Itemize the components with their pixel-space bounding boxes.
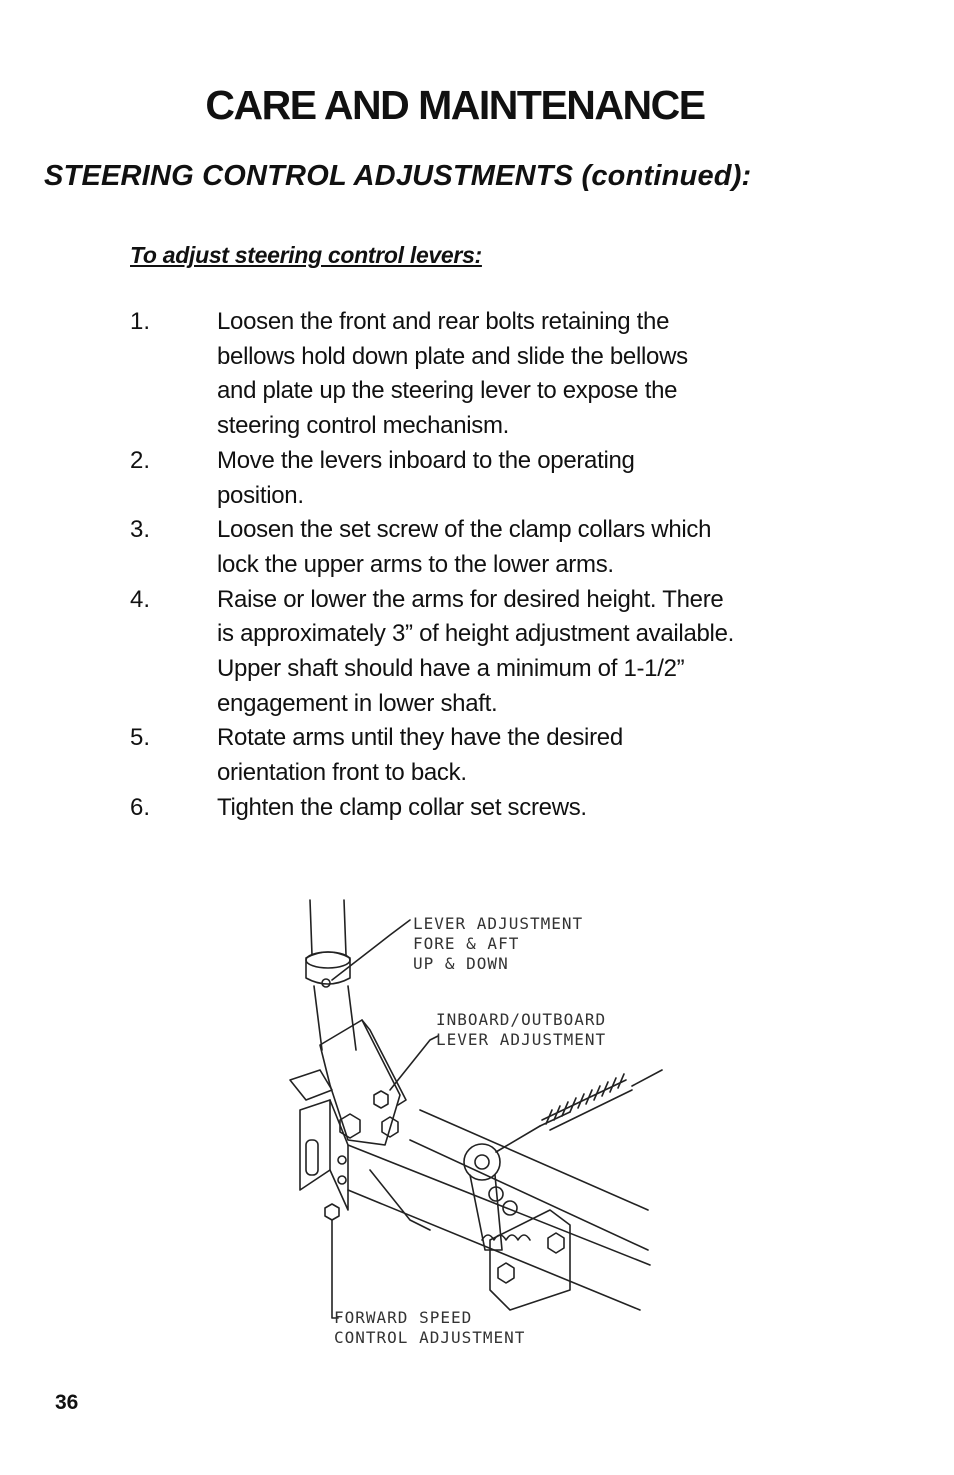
- list-item: [130, 583, 830, 722]
- callout-line: FORE & AFT: [413, 934, 520, 953]
- step-line: Tighten the clamp collar set screws.: [217, 793, 587, 821]
- step-line: and plate up the steering lever to expose the: [217, 377, 678, 405]
- step-line: Upper shaft should have a minimum of 1-1/2”: [217, 655, 685, 683]
- list-item: [130, 513, 830, 582]
- step-text: [217, 721, 623, 790]
- step-text: [217, 444, 635, 513]
- step-text: [217, 583, 734, 722]
- step-line: position.: [217, 481, 304, 509]
- callout-line: INBOARD/OUTBOARD: [436, 1010, 607, 1029]
- step-line: Rotate arms until they have the desired: [217, 724, 623, 752]
- step-line: Loosen the front and rear bolts retaining the: [217, 308, 670, 335]
- step-text: [217, 513, 711, 582]
- callout-line: FORWARD SPEED: [334, 1308, 473, 1327]
- section-title: STEERING CONTROL ADJUSTMENTS (continued):: [44, 160, 752, 192]
- step-text: [217, 791, 587, 826]
- list-item: [130, 305, 830, 444]
- step-line: steering control mechanism.: [217, 412, 510, 440]
- step-number: 3.: [130, 516, 151, 544]
- callout-line: LEVER ADJUSTMENT: [413, 914, 584, 933]
- step-line: orientation front to back.: [217, 759, 467, 787]
- steering-mechanism-diagram: [270, 890, 670, 1360]
- steps-list: [130, 305, 830, 826]
- step-number: 1.: [130, 308, 151, 335]
- list-item: [130, 721, 830, 790]
- step-line: Raise or lower the arms for desired height. There: [217, 585, 724, 613]
- step-number: 4.: [130, 585, 151, 613]
- list-item: [130, 791, 830, 826]
- step-line: Loosen the set screw of the clamp collars which: [217, 516, 712, 544]
- step-line: is approximately 3” of height adjustment available.: [217, 620, 734, 648]
- page-title: CARE AND MAINTENANCE: [205, 82, 705, 128]
- step-number: 5.: [130, 724, 151, 752]
- callout-line: UP & DOWN: [413, 954, 509, 973]
- step-line: lock the upper arms to the lower arms.: [217, 550, 614, 578]
- callout-line: CONTROL ADJUSTMENT: [334, 1328, 526, 1347]
- step-text: [217, 305, 688, 444]
- callout-inboard-outboard: [436, 1010, 606, 1050]
- callout-line: LEVER ADJUSTMENT: [436, 1030, 607, 1049]
- callout-lever-adjustment: [413, 914, 583, 974]
- step-line: bellows hold down plate and slide the bellows: [217, 342, 688, 370]
- step-line: Move the levers inboard to the operating: [217, 446, 635, 474]
- step-number: 2.: [130, 446, 151, 474]
- step-number: 6.: [130, 793, 151, 821]
- callout-forward-speed: [334, 1308, 525, 1348]
- step-line: engagement in lower shaft.: [217, 689, 498, 717]
- page-number: 36: [55, 1391, 79, 1414]
- subheading: To adjust steering control levers:: [130, 242, 482, 268]
- list-item: [130, 444, 830, 513]
